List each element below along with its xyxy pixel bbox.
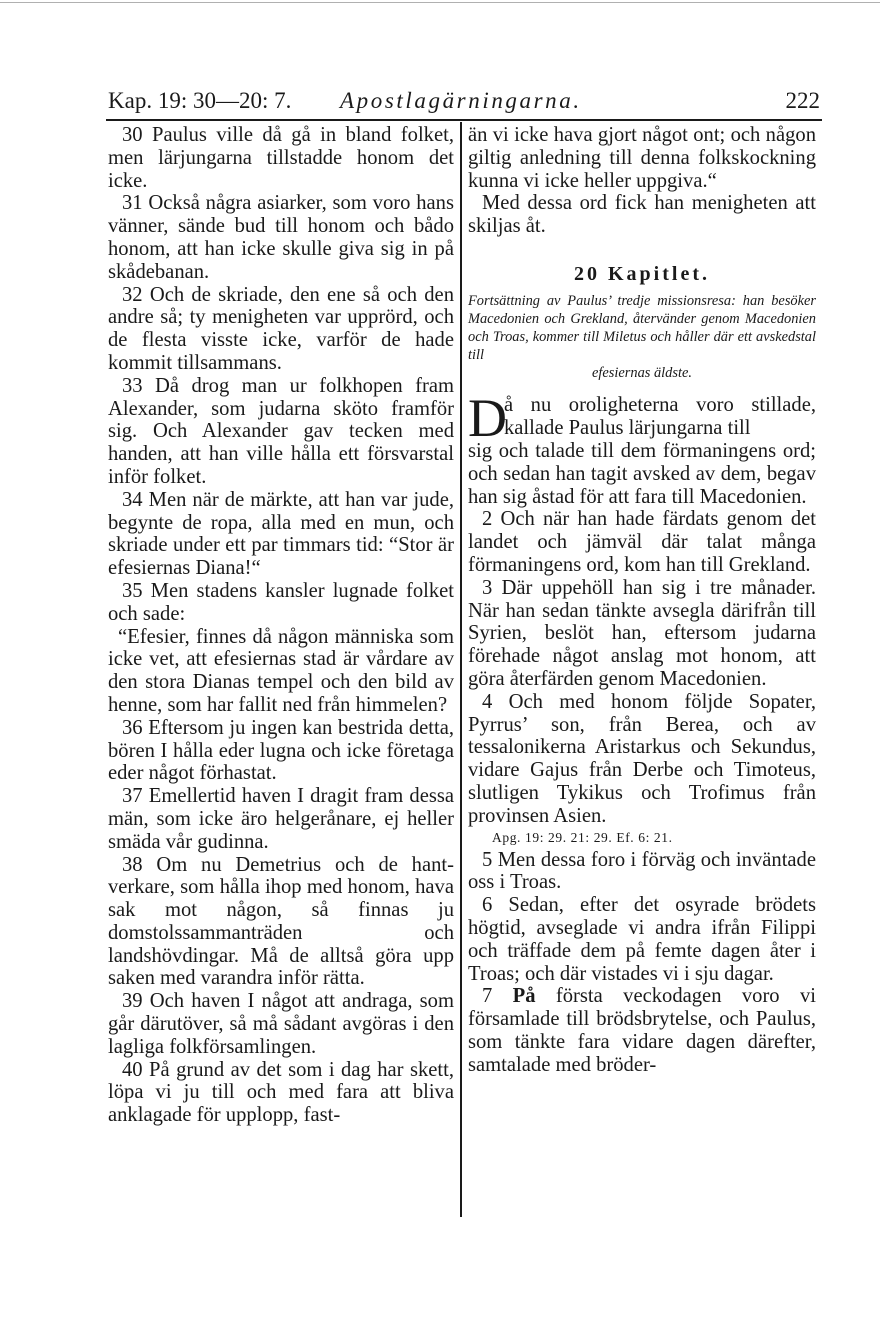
running-book-title: Apostlagärningarna. bbox=[340, 88, 582, 113]
verse-31: 31 Också några asiarker, som voro hans vänner, sände bud till honom och bådo honom, att han icke skulle giva sig in på skådebanan. bbox=[108, 192, 454, 283]
header-rule bbox=[106, 119, 822, 121]
running-chapter-reference: Kap. 19: 30—20: 7. bbox=[108, 88, 292, 113]
chapter-heading: 20 Kapitlet. bbox=[574, 262, 710, 285]
verse-1-opening bbox=[468, 387, 816, 448]
verse-32: 32 Och de skriade, den ene så och den andre så; ty menigheten var upprörd, och de flesta visste icke, varför de hade kommit tillsammans. bbox=[108, 283, 454, 374]
verse-37: 37 Emellertid haven I dragit fram dessa män, som icke äro helgerånare, ej heller smäda vår gudinna. bbox=[108, 785, 454, 853]
verse-7-text: första veckodagen voro vi församlade till brödsbrytelse, och Paulus, som tänkte fara vidare dagen därefter, samtalade med bröder- bbox=[468, 985, 816, 1076]
verse-7-number: 7 bbox=[482, 985, 493, 1008]
verse-34: 34 Men när de märkte, att han var jude, begynte de ropa, alla med en mun, och skriade under ett par timmars tid: “Stor är efesiernas Diana!“ bbox=[108, 488, 454, 580]
cross-references: Apg. 19: 29. 21: 29. Ef. 6: 21. bbox=[492, 829, 673, 845]
verse-36: 36 Eftersom ju ingen kan bestrida detta, bören I hålla eder lugna och icke företaga eder något förhastat. bbox=[108, 716, 454, 785]
verse-7 bbox=[468, 985, 816, 1076]
drop-cap-initial: D bbox=[468, 387, 507, 448]
page-number: 222 bbox=[785, 88, 820, 113]
chapter-summary-end: efesiernas äldste. bbox=[592, 364, 692, 381]
verse-40: 40 På grund av det som i dag har skett, löpa vi ju till och med fara att bliva anklagade för upplopp, fast- bbox=[108, 1058, 454, 1127]
verse-2: 2 Och när han hade färdats genom det landet och jämväl där talat många förmaningens ord, kom han till Grekland. bbox=[468, 508, 816, 576]
verse-30: 30 Paulus ville då gå in bland folket, men lärjungarna tillstadde honom det icke. bbox=[108, 124, 454, 192]
verse-1-rest: sig och talade till dem förmaningens ord; och sedan han tagit avsked av dem, begav han sig åstad för att fara till Macedonien. bbox=[468, 439, 816, 508]
column-divider bbox=[460, 122, 462, 1217]
chapter-summary bbox=[468, 292, 816, 382]
right-column bbox=[468, 124, 816, 1077]
verse-33: 33 Då drog man ur folkhopen fram Alexander, som judarna sköto framför sig. Och Alexander gav tecken med handen, att han ville hålla ett försvarstal inför folket. bbox=[108, 374, 454, 488]
verse-3: 3 Där uppehöll han sig i tre månader. När han sedan tänkte avsegla därifrån till Syrien, beslöt han, eftersom judarna förehade något anslag mot honom, att göra återfärden genom Macedonien. bbox=[468, 576, 816, 690]
verse-35-quote: “Efesier, finnes då någon människa som icke vet, att efesiernas stad är vårdare av den stora Dianas tempel och den bild av henne, som har fallit ned från himmelen? bbox=[108, 625, 454, 716]
verse-1-first-lines: å nu oroligheterna voro stillade, kallade Paulus lärjungarna till bbox=[504, 393, 816, 439]
verse-39: 39 Och haven I något att andraga, som går därutöver, så må sådant avgöras i den lagliga folkförsamlingen. bbox=[108, 990, 454, 1058]
page-header bbox=[108, 86, 820, 116]
chapter-summary-text: Fortsättning av Paulus’ tredje missionsresa: han besöker Macedonien och Grekland, återvänder genom Macedonien och Troas, kommer till Miletus och håller där ett avskedstal till bbox=[468, 292, 816, 363]
left-column bbox=[108, 124, 454, 1127]
scan-top-edge bbox=[0, 2, 880, 3]
verse-41: Med dessa ord fick han menigheten att skiljas åt. bbox=[468, 192, 816, 238]
verse-38: 38 Om nu Demetrius och de hantverkare, som hålla ihop med honom, hava sak mot någon, så finnas ju domstolssammanträden och landshövdingar. Må de alltså göra upp saken med varandra inför rätta. bbox=[108, 853, 454, 990]
verse-7-initial: På bbox=[512, 985, 536, 1008]
verse-40-continued: än vi icke hava gjort något ont; och någon giltig anledning till denna folkskockning kunna vi icke heller uppgiva.“ bbox=[468, 124, 816, 192]
verse-6: 6 Sedan, efter det osyrade brödets högtid, avseglade vi andra ifrån Filippi och träffade dem på femte dagen åter i Troas; och där vistades vi i sju dagar. bbox=[468, 894, 816, 985]
verse-35: 35 Men stadens kansler lugnade folket och sade: bbox=[108, 579, 454, 625]
verse-5: 5 Men dessa foro i förväg och inväntade oss i Troas. bbox=[468, 848, 816, 894]
verse-4: 4 Och med honom följde Sopater, Pyrrus’ son, från Berea, och av tessalonikerna Aristarkus och Sekundus, vidare Gajus från Derbe och Timoteus, slutligen Tykikus och Trofimus från provinsen Asien. bbox=[468, 690, 816, 827]
